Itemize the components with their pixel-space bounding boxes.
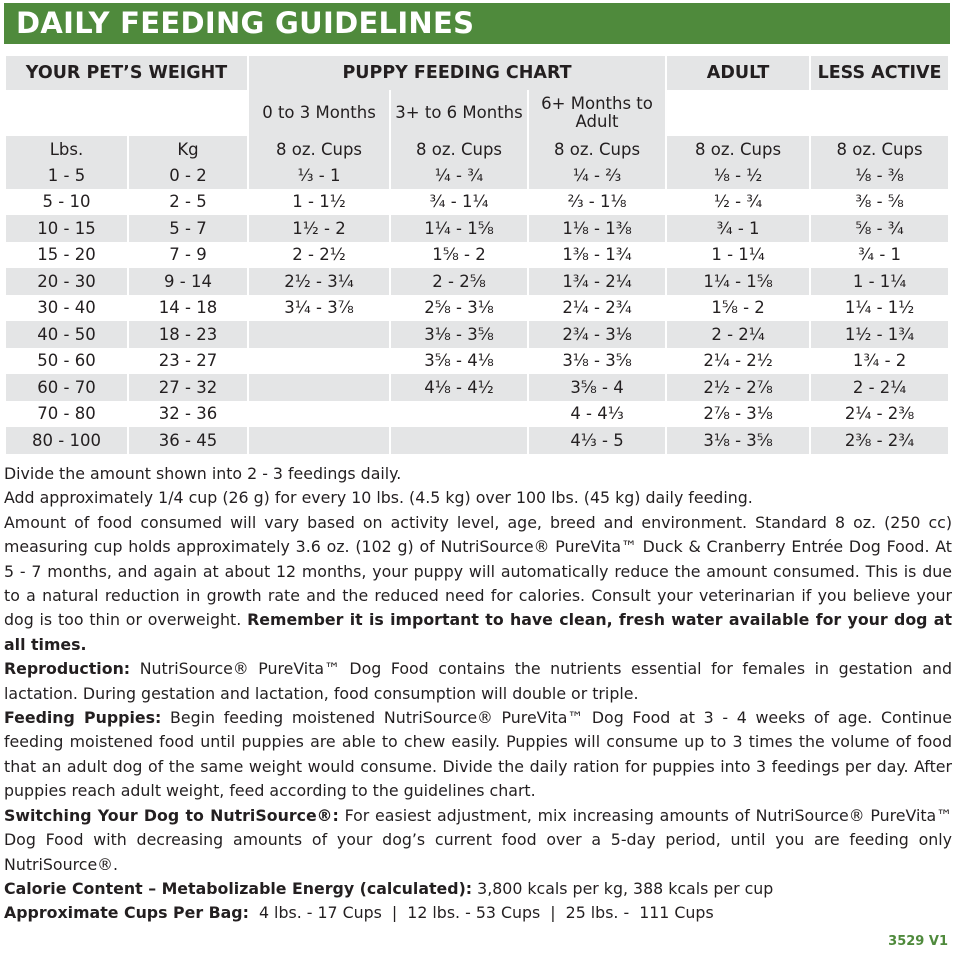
table-cell: 4⅛ - 4½	[390, 374, 528, 401]
note-reproduction	[4, 657, 952, 706]
table-cell	[248, 348, 390, 375]
table-cell: 1¼ - 1½	[810, 295, 948, 322]
table-cell: 2¼ - 2⅜	[810, 401, 948, 428]
table-cell: ⅝ - ¾	[810, 215, 948, 242]
table-cell: 70 - 80	[6, 401, 128, 428]
note-cups-per-bag	[4, 901, 952, 925]
table-cell: ⅛ - ⅜	[810, 162, 948, 189]
table-row	[6, 242, 948, 269]
table-cell: 2⅜ - 2¾	[810, 427, 948, 454]
table-cell: 9 - 14	[128, 268, 248, 295]
age-6-adult: 6+ Months to Adult	[528, 90, 666, 136]
table-cell: 3⅛ - 3⅝	[528, 348, 666, 375]
note-amount	[4, 511, 952, 657]
table-cell: 60 - 70	[6, 374, 128, 401]
unit-cell: 8 oz. Cups	[390, 136, 528, 162]
table-cell: 10 - 15	[6, 215, 128, 242]
table-cell: 2⅝ - 3⅛	[390, 295, 528, 322]
header-weight: YOUR PET’S WEIGHT	[6, 56, 248, 90]
table-cell: ⅓ - 1	[248, 162, 390, 189]
page-title: DAILY FEEDING GUIDELINES	[4, 3, 950, 44]
unit-cell: Lbs.	[6, 136, 128, 162]
header-adult: ADULT	[666, 56, 810, 90]
age-0-3: 0 to 3 Months	[248, 90, 390, 136]
age-3-6: 3+ to 6 Months	[390, 90, 528, 136]
table-cell	[248, 321, 390, 348]
table-cell: 2 - 5	[128, 189, 248, 216]
table-cell: 20 - 30	[6, 268, 128, 295]
table-cell: ⅜ - ⅝	[810, 189, 948, 216]
table-cell: 1½ - 1¾	[810, 321, 948, 348]
table-cell: 2 - 2¼	[810, 374, 948, 401]
table-cell: 23 - 27	[128, 348, 248, 375]
feeding-table	[6, 56, 948, 454]
cups-text: 4 lbs. - 17 Cups | 12 lbs. - 53 Cups | 25 lbs. - 111 Cups	[248, 903, 714, 923]
table-cell: 1¼ - 1⅝	[390, 215, 528, 242]
table-cell: 7 - 9	[128, 242, 248, 269]
reproduction-text: NutriSource® PureVita™ Dog Food contains the nutrients essential for females in gestation and lactation. During gestation and lactation, food consumption will double or triple.	[4, 659, 952, 703]
table-cell: 1⅛ - 1⅜	[528, 215, 666, 242]
unit-cell: 8 oz. Cups	[810, 136, 948, 162]
table-cell: 2 - 2½	[248, 242, 390, 269]
table-cell: 1¾ - 2¼	[528, 268, 666, 295]
header-puppy: PUPPY FEEDING CHART	[248, 56, 666, 90]
table-cell: ⅛ - ½	[666, 162, 810, 189]
table-row	[6, 189, 948, 216]
note-amount-text: Amount of food consumed will vary based on activity level, age, breed and environment. Standard 8 oz. (250 cc) measuring cup holds approximately 3.6 oz. (102 g) of NutriSource® PureVita™ Duck & Cranberry Entrée Dog Food. At 5 - 7 months, and again at about 12 months, your puppy will automatically reduce the amount consumed. This is due to a natural reduction in growth rate and the reduced need for calories. Consult your veterinarian if you believe your dog is too thin or overweight.	[4, 512, 952, 630]
unit-cell: 8 oz. Cups	[528, 136, 666, 162]
note-feeding-puppies	[4, 706, 952, 804]
table-cell: 2¼ - 2¾	[528, 295, 666, 322]
table-cell: 1¼ - 1⅝	[666, 268, 810, 295]
table-cell: 80 - 100	[6, 427, 128, 454]
table-cell: 1 - 1¼	[810, 268, 948, 295]
table-cell: 15 - 20	[6, 242, 128, 269]
table-cell: ¾ - 1	[810, 242, 948, 269]
table-row	[6, 348, 948, 375]
reproduction-label: Reproduction:	[4, 659, 131, 679]
table-cell: 1 - 5	[6, 162, 128, 189]
table-row	[6, 401, 948, 428]
table-cell: 3⅛ - 3⅝	[390, 321, 528, 348]
table-row	[6, 268, 948, 295]
table-cell: ⅔ - 1⅛	[528, 189, 666, 216]
table-cell: ¾ - 1¼	[390, 189, 528, 216]
table-cell: 1⅝ - 2	[390, 242, 528, 269]
switching-text: For easiest adjustment, mix increasing amounts of NutriSource® PureVita™ Dog Food with decreasing amounts of your dog’s current food over a 5-day period, until you are feeding only NutriSource®.	[4, 805, 952, 874]
table-cell: 1 - 1½	[248, 189, 390, 216]
table-body	[6, 162, 948, 454]
table-cell	[390, 427, 528, 454]
note-switching	[4, 804, 952, 877]
table-cell	[390, 401, 528, 428]
calorie-text: 3,800 kcals per kg, 388 kcals per cup	[472, 878, 774, 898]
table-cell: 0 - 2	[128, 162, 248, 189]
age-row	[6, 90, 948, 136]
table-cell: 5 - 10	[6, 189, 128, 216]
table-header-row	[6, 56, 948, 90]
table-cell: 4⅓ - 5	[528, 427, 666, 454]
note-divide: Divide the amount shown into 2 - 3 feedings daily.	[4, 464, 402, 483]
calorie-label: Calorie Content – Metabolizable Energy (calculated):	[4, 878, 473, 898]
note-calorie	[4, 877, 952, 901]
table-cell: 2½ - 2⅞	[666, 374, 810, 401]
table-cell: ½ - ¾	[666, 189, 810, 216]
document-code: 3529 V1	[888, 934, 948, 949]
table-cell: ¼ - ⅔	[528, 162, 666, 189]
table-cell: 40 - 50	[6, 321, 128, 348]
table-cell: 1½ - 2	[248, 215, 390, 242]
table-cell: 36 - 45	[128, 427, 248, 454]
table-cell: 4 - 4⅓	[528, 401, 666, 428]
age-less-active-blank	[810, 90, 948, 136]
feeding-notes	[4, 462, 952, 926]
puppies-text: Begin feeding moistened NutriSource® PureVita™ Dog Food at 3 - 4 weeks of age. Continue feeding moistened food until puppies are able to chew easily. Puppies will consume up to 3 times the volume of food that an adult dog of the same weight would consume. Divide the daily ration for puppies into 3 feedings per day. After puppies reach adult weight, feed according to the guidelines chart.	[4, 708, 952, 801]
units-row	[6, 136, 948, 162]
switching-label: Switching Your Dog to NutriSource®:	[4, 805, 339, 825]
table-cell: 2⅞ - 3⅛	[666, 401, 810, 428]
table-cell: 18 - 23	[128, 321, 248, 348]
table-cell: 1¾ - 2	[810, 348, 948, 375]
table-cell: 2¼ - 2½	[666, 348, 810, 375]
table-cell: 2¾ - 3⅛	[528, 321, 666, 348]
table-cell	[248, 427, 390, 454]
table-cell: 32 - 36	[128, 401, 248, 428]
table-row	[6, 295, 948, 322]
note-add: Add approximately 1/4 cup (26 g) for every 10 lbs. (4.5 kg) over 100 lbs. (45 kg) daily feeding.	[4, 488, 753, 508]
table-cell: 3⅝ - 4	[528, 374, 666, 401]
table-cell: 5 - 7	[128, 215, 248, 242]
puppies-label: Feeding Puppies:	[4, 708, 162, 728]
table-cell: 1 - 1¼	[666, 242, 810, 269]
table-cell: 30 - 40	[6, 295, 128, 322]
unit-cell: 8 oz. Cups	[666, 136, 810, 162]
unit-cell: Kg	[128, 136, 248, 162]
table-cell: 2 - 2⅝	[390, 268, 528, 295]
table-cell: 3⅛ - 3⅝	[666, 427, 810, 454]
table-cell: 27 - 32	[128, 374, 248, 401]
table-cell: 14 - 18	[128, 295, 248, 322]
unit-cell: 8 oz. Cups	[248, 136, 390, 162]
table-row	[6, 374, 948, 401]
header-less-active: LESS ACTIVE	[810, 56, 948, 90]
table-row	[6, 162, 948, 189]
table-cell	[248, 374, 390, 401]
table-cell: 1⅝ - 2	[666, 295, 810, 322]
note-remember: Remember it is important to have clean, fresh water available for your dog at all times.	[4, 610, 953, 654]
table-cell: 50 - 60	[6, 348, 128, 375]
table-row	[6, 215, 948, 242]
table-cell: 1⅜ - 1¾	[528, 242, 666, 269]
table-cell: 2½ - 3¼	[248, 268, 390, 295]
cups-label: Approximate Cups Per Bag:	[4, 903, 249, 923]
age-adult-blank	[666, 90, 810, 136]
table-row	[6, 427, 948, 454]
table-cell: 2 - 2¼	[666, 321, 810, 348]
table-cell: 3⅝ - 4⅛	[390, 348, 528, 375]
table-row	[6, 321, 948, 348]
table-cell: 3¼ - 3⅞	[248, 295, 390, 322]
table-cell: ¾ - 1	[666, 215, 810, 242]
table-cell	[248, 401, 390, 428]
table-cell: ¼ - ¾	[390, 162, 528, 189]
age-blank	[6, 90, 248, 136]
